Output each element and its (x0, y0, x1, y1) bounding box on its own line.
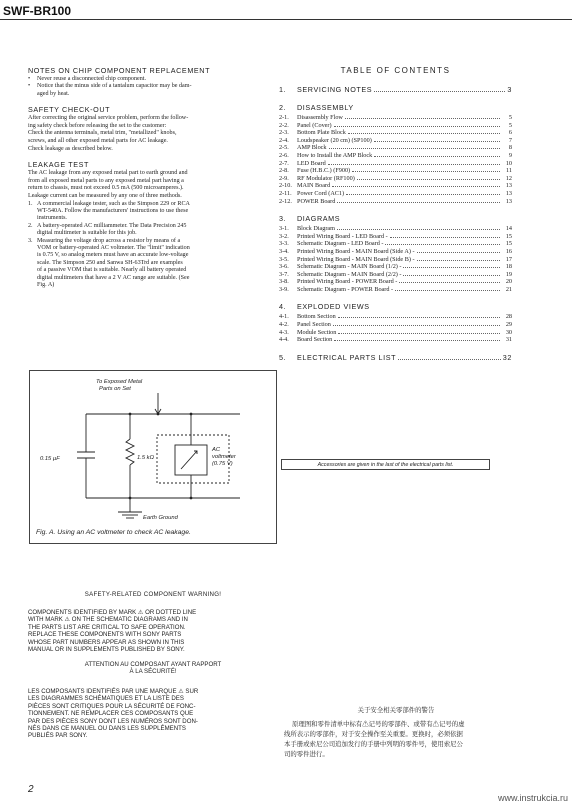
toc-entry: 3-5. Printed Wiring Board - MAIN Board (Side B) - 17 (279, 255, 512, 263)
notes-chip-title: NOTES ON CHIP COMPONENT REPLACEMENT (28, 66, 211, 75)
toc-entry: 2-3. Bottom Plate Block 6 (279, 129, 512, 137)
figure-a-box (29, 370, 277, 544)
toc-entry: 3-4. Printed Wiring Board - MAIN Board (Side A) - 16 (279, 247, 512, 255)
warning-fr-text: LES COMPOSANTS IDENTIFIÉS PAR UNE MARQUE ⚠ SUR LES DIAGRAMMES SCHÉMATIQUES ET LA LISTE DES PIÈCES SONT CRITIQUES POUR LA SÉCURITÉ DE FONC- TIONNEMENT. NE REMPLACER CES COMPOSANTS QUE PAR DES PIÈCES SONY DONT LES NUMÉROS SONT DON- NÉS DANS CE MANUEL OU DANS LES SUPPLÉMENTS PUBLIÉS PAR SONY. (28, 688, 199, 740)
toc-entry: 2-9. RF Modulator (RF100) 12 (279, 174, 512, 182)
toc-entry: 2-8. Fuse (H.B.C.) (F900) 11 (279, 167, 512, 175)
toc-entry: 2-7. LED Board 10 (279, 159, 512, 167)
watermark-text: www.instrukcia.ru (497, 793, 568, 803)
toc-entry: 4-4. Board Section 31 (279, 336, 512, 344)
leakage-test-methods: 1. A commercial leakage tester, such as the Simpson 229 or RCA WT-540A. Follow the manufacturers' instructions to use these instruments. 2. A battery-operated AC milliammeter. The Data Precision 245 digital multimeter is suitable for this job. 3. Measuring the voltage drop across a resistor by means of a VOM or battery-operated AC voltmeter. The "limit" indication is 0.75 V, so analog meters must have an accurate low-voltage scale. The Simpson 250 and Sanwa SH-63Trd are examples of a passive VOM that is suitable. Nearly all battery operated digital multimeters that have a 2 V AC range are suitable. (See Fig. A) (28, 200, 190, 289)
page-number: 2 (28, 784, 34, 795)
toc-section-title: 1. SERVICING NOTES 3 (279, 85, 512, 94)
leakage-test-title: LEAKAGE TEST (28, 160, 89, 170)
toc-section (279, 302, 512, 343)
leakage-test-intro: The AC leakage from any exposed metal part to earth ground and from all exposed metal parts to any exposed metal part having a return to chassis, must not exceed 0.5 mA (500 microamperes.). Leakage current can be measured by any one of three methods. (28, 170, 188, 199)
earth-ground-label: Earth Ground (143, 515, 178, 521)
capacitor-label: 0.15 µF (40, 456, 60, 462)
toc-section (279, 103, 512, 205)
toc-entry: 3-2. Printed Wiring Board - LED Board - 15 (279, 232, 512, 240)
header-rule (0, 19, 572, 20)
figure-caption: Fig. A. Using an AC voltmeter to check AC leakage. (36, 529, 191, 536)
toc-entry: 2-10. MAIN Board 13 (279, 182, 512, 190)
table-of-contents (279, 66, 512, 371)
notes-chip-bullet-2: Notice that the minus side of a tantalum capacitor may be dam- (37, 83, 192, 90)
toc-entry: 2-5. AMP Block 8 (279, 144, 512, 152)
warning-cn-title: 关于安全相关零部件的警告 (357, 707, 435, 714)
toc-entry: 4-3. Module Section 30 (279, 328, 512, 336)
toc-entry: 3-6. Schematic Diagram - MAIN Board (1/2) - 18 (279, 263, 512, 271)
toc-entry: 2-4. Loudspeaker (20 cm) (SP100) 7 (279, 136, 512, 144)
toc-section-title: 4. EXPLODED VIEWS (279, 302, 370, 312)
resistor-label: 1.5 kΩ (137, 455, 154, 461)
toc-entry: 3-8. Printed Wiring Board - POWER Board - 20 (279, 278, 512, 286)
warning-cn-text: 原理图和零件清单中标有⚠记号的零部件、或带有⚠记号的虚 线所表示的零部件，对于安全操作至关重要。更换时，必须依据 本手册或索尼公司追加发行的手册中列明的零件号，使用索尼公 司的零件进行。 (284, 721, 465, 758)
warning-en-text: COMPONENTS IDENTIFIED BY MARK ⚠ OR DOTTED LINE WITH MARK ⚠ ON THE SCHEMATIC DIAGRAMS AND IN THE PARTS LIST ARE CRITICAL TO SAFE OPERATION. REPLACE THESE COMPONENTS WITH SONY PARTS WHOSE PART NUMBERS APPEAR AS SHOWN IN THIS MANUAL OR IN SUPPLEMENTS PUBLISHED BY SONY. (28, 609, 197, 654)
toc-entry: 4-2. Panel Section 29 (279, 321, 512, 329)
toc-entry: 3-1. Block Diagram 14 (279, 225, 512, 233)
toc-entry: 2-6. How to Install the AMP Block 9 (279, 151, 512, 159)
notes-chip-bullet-2b: aged by heat. (37, 90, 70, 97)
figure-top-label: To Exposed Metal Parts on Set (96, 379, 143, 392)
toc-entry: 4-1. Bottom Section 28 (279, 313, 512, 321)
toc-section-title: 3. DIAGRAMS (279, 214, 341, 224)
toc-section (279, 353, 512, 362)
toc-entry: 3-7. Schematic Diagram - MAIN Board (2/2) - 19 (279, 270, 512, 278)
toc-entry: 2-1. Disassembly Flow 5 (279, 114, 512, 121)
toc-entry: 3-3. Schematic Diagram - LED Board - 15 (279, 240, 512, 248)
voltmeter-label: AC voltmeter (0.75 V) (212, 447, 236, 467)
left-column: NOTES ON CHIP COMPONENT REPLACEMENT • Never reuse a disconnected chip component. • Notice that the minus side of a tantalum capacitor may be dam- aged by heat. SAFETY CHECK-OUT After correcting the original service problem, perform the follow- ing safety check before releasing the set to the customer: Check the antenna terminals, metal trim, "metallized" knobs, screws, and all other exposed metal parts for AC leakage. Check leakage as described below. LEAKAGE TEST The AC leakage from any exposed metal part to earth ground and from all exposed metal parts to any exposed metal part having a return to chassis, must not exceed 0.5 mA (500 microamperes.). Leakage current can be measured by any one of three methods. 1. A commercial leakage tester, such as the Simpson 229 or RCA WT-540A. Follow the manufacturers' instructions to use these instruments. 2. A battery-operated AC milliammeter. The Data Precision 245 digital multimeter is suitable for this job. 3. Measuring the voltage drop across a resistor by means of a VOM or battery-operated AC voltmeter. The "limit" indication is 0.75 V, so analog meters must have an accurate low-voltage scale. The Simpson 250 and Sanwa SH-63Trd are examples of a passive VOM that is suitable. Nearly all battery operated digital multimeters that have a 2 V AC range are suitable. (See Fig. A) (28, 66, 278, 289)
toc-section-title: 5. ELECTRICAL PARTS LIST 32 (279, 352, 512, 362)
toc-section (279, 214, 512, 293)
toc-entry: 2-12. POWER Board 13 (279, 197, 512, 205)
toc-entry: 2-11. Power Cord (AC1) 13 (279, 189, 512, 197)
accessories-note: Accessories are given in the last of the electrical parts list. (281, 459, 490, 470)
safety-checkout-text: After correcting the original service problem, perform the follow- ing safety check before releasing the set to the customer: Check the antenna terminals, metal trim, "metallized" knobs, screws, and all other exposed metal parts for AC leakage. Check leakage as described below. (28, 115, 189, 152)
notes-chip-bullet-1: Never reuse a disconnected chip component. (37, 76, 146, 82)
toc-title: TABLE OF CONTENTS (340, 66, 451, 75)
toc-section (279, 85, 512, 94)
toc-section-title: 2. DISASSEMBLY (279, 103, 354, 112)
model-header: SWF-BR100 (3, 4, 72, 18)
safety-checkout-title: SAFETY CHECK-OUT (28, 105, 111, 115)
warning-en-title: SAFETY-RELATED COMPONENT WARNING! (84, 591, 222, 598)
toc-entry: 2-2. Panel (Cover) 5 (279, 121, 512, 129)
warning-fr-title: ATTENTION AU COMPOSANT AYANT RAPPORT À LA SÉCURITÉ! (84, 661, 222, 676)
toc-entry: 3-9. Schematic Diagram - POWER Board - 21 (279, 285, 512, 293)
